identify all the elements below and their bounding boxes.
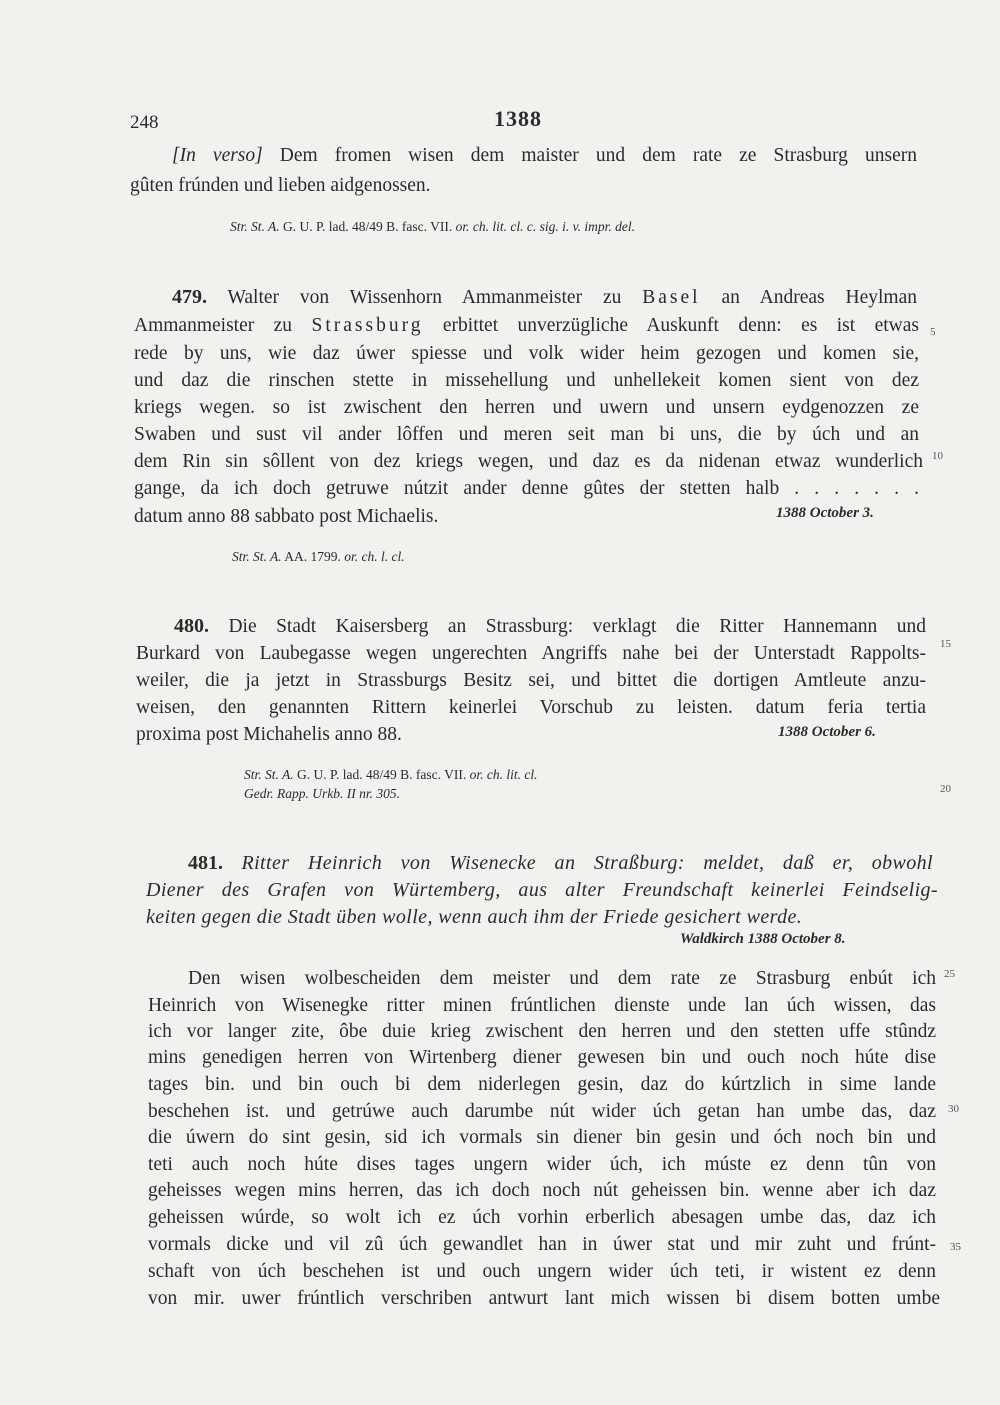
entry-480-line-3: weiler, die ja jetzt in Strassburgs Besitz sei, und bittet die dortigen Amtleute anzu-	[136, 670, 926, 691]
entry-480-line-2: Burkard von Laubegasse wegen ungerechten Angriffs nahe bei der Unterstadt Rappolts-	[136, 643, 926, 664]
page-number: 248	[130, 112, 159, 133]
entry-481-line-1: Den wisen wolbescheiden dem meister und dem rate ze Strasburg enbút ich	[188, 968, 936, 989]
entry-481-line-5: tages bin. und bin ouch bi dem niderlegen gesin, daz do kúrtzlich in sime lande	[148, 1074, 936, 1095]
entry-479-source: Str. St. A. AA. 1799. or. ch. l. cl.	[232, 549, 405, 564]
prev-line-2: gûten frúnden und lieben aidgenossen.	[130, 175, 431, 196]
entry-481-line-7: die úwern do sint gesin, sid ich vormals sin diener bin gesin und óch noch bin und	[148, 1127, 936, 1148]
entry-479-line-5: kriegs wegen. so ist zwischent den herren und uwern und unsern eydgenozzen ze	[134, 397, 919, 418]
entry-479-line-4: und daz die rinschen stette in missehellung und unhellekeit komen sient von dez	[134, 370, 919, 391]
line-number-20: 20	[940, 783, 951, 795]
entry-481-line-13: von mir. uwer frúntlich verschriben antwurt lant mich wissen bi disem botten umbe	[148, 1288, 940, 1309]
entry-479-line-8: gange, da ich doch getruwe nútzit ander denne gûtes der stetten halb . . . . . . .	[134, 478, 919, 499]
entry-481-regest-line-3: keiten gegen die Stadt üben wolle, wenn auch ihm der Friede gesichert werde.	[146, 906, 803, 928]
entry-480-line-5: proxima post Michahelis anno 88.	[136, 724, 402, 745]
entry-479-line-7: dem Rin sin sôllent von dez kriegs wegen, und daz es da nidenan etwaz wunderlich	[134, 451, 923, 472]
entry-481-regest-line-2: Diener des Grafen von Würtemberg, aus alter Freundschaft keinerlei Feindselig-	[146, 879, 938, 901]
line-number-35: 35	[950, 1241, 961, 1253]
entry-481-regest-line-1: 481. Ritter Heinrich von Wisenecke an Straßburg: meldet, daß er, obwohl	[188, 852, 933, 874]
entry-481-line-4: mins genedigen herren von Wirtenberg diener gewesen bin und ouch noch húte dise	[148, 1047, 936, 1068]
entry-481-line-2: Heinrich von Wisenegke ritter minen frúntlichen dienste unde lan úch wissen, das	[148, 995, 936, 1016]
entry-479-line-1: 479. Walter von Wissenhorn Ammanmeister zu Basel an Andreas Heylman	[172, 286, 917, 308]
running-head-year: 1388	[494, 106, 542, 131]
entry-480-line-1: 480. Die Stadt Kaisersberg an Strassburg: verklagt die Ritter Hannemann und	[174, 615, 926, 637]
entry-479-date: 1388 October 3.	[776, 505, 874, 521]
line-number-5: 5	[930, 326, 936, 338]
entry-479-line-9: datum anno 88 sabbato post Michaelis.	[134, 506, 439, 527]
prev-source: Str. St. A. G. U. P. lad. 48/49 B. fasc. VII. or. ch. lit. cl. c. sig. i. v. impr. del.	[230, 219, 635, 234]
line-number-15: 15	[940, 638, 951, 650]
line-number-10: 10	[932, 450, 943, 462]
entry-480-source-2: Gedr. Rapp. Urkb. II nr. 305.	[244, 786, 400, 801]
entry-481-line-11: vormals dicke und vil zû úch gewandlet han in úwer stat und mir zuht und frúnt-	[148, 1234, 936, 1255]
entry-479-line-6: Swaben und sust vil ander lôffen und meren seit man bi uns, die by úch und an	[134, 424, 919, 445]
entry-481-line-8: teti auch noch húte dises tages ungern wider úch, ich múste ez denn tûn von	[148, 1154, 936, 1175]
entry-481-line-12: schaft von úch beschehen ist und ouch ungern wider úch teti, ir wistent ez denn	[148, 1261, 936, 1282]
entry-481-line-10: geheissen wúrde, so wolt ich ez úch vorhin erberlich abesagen umbe das, daz ich	[148, 1207, 936, 1228]
entry-480-date: 1388 October 6.	[778, 724, 876, 740]
prev-line-1: [In verso] Dem fromen wisen dem maister und dem rate ze Strasburg unsern	[172, 145, 917, 166]
line-number-30: 30	[948, 1103, 959, 1115]
entry-479-line-2: Ammanmeister zu Strassburg erbittet unverzügliche Auskunft denn: es ist etwas	[134, 315, 920, 336]
line-number-25: 25	[944, 968, 955, 980]
entry-480-source-1: Str. St. A. G. U. P. lad. 48/49 B. fasc. VII. or. ch. lit. cl.	[244, 767, 538, 782]
entry-481-line-9: geheisses wegen mins herren, das ich doch noch nút geheissen bin. wenne aber ich daz	[148, 1180, 936, 1201]
entry-481-line-6: beschehen ist. und getrúwe auch darumbe nút wider úch getan han umbe das, daz	[148, 1101, 936, 1122]
entry-481-line-3: ich vor langer zite, ôbe duie krieg zwischent den herren und den stetten uffe stûndz	[148, 1021, 936, 1042]
entry-480-line-4: weisen, den genannten Rittern keinerlei Vorschub zu leisten. datum feria tertia	[136, 697, 926, 718]
entry-481-date: Waldkirch 1388 October 8.	[680, 931, 846, 947]
entry-479-line-3: rede by uns, wie daz úwer spiesse und volk wider heim gezogen und komen sie,	[134, 343, 919, 364]
